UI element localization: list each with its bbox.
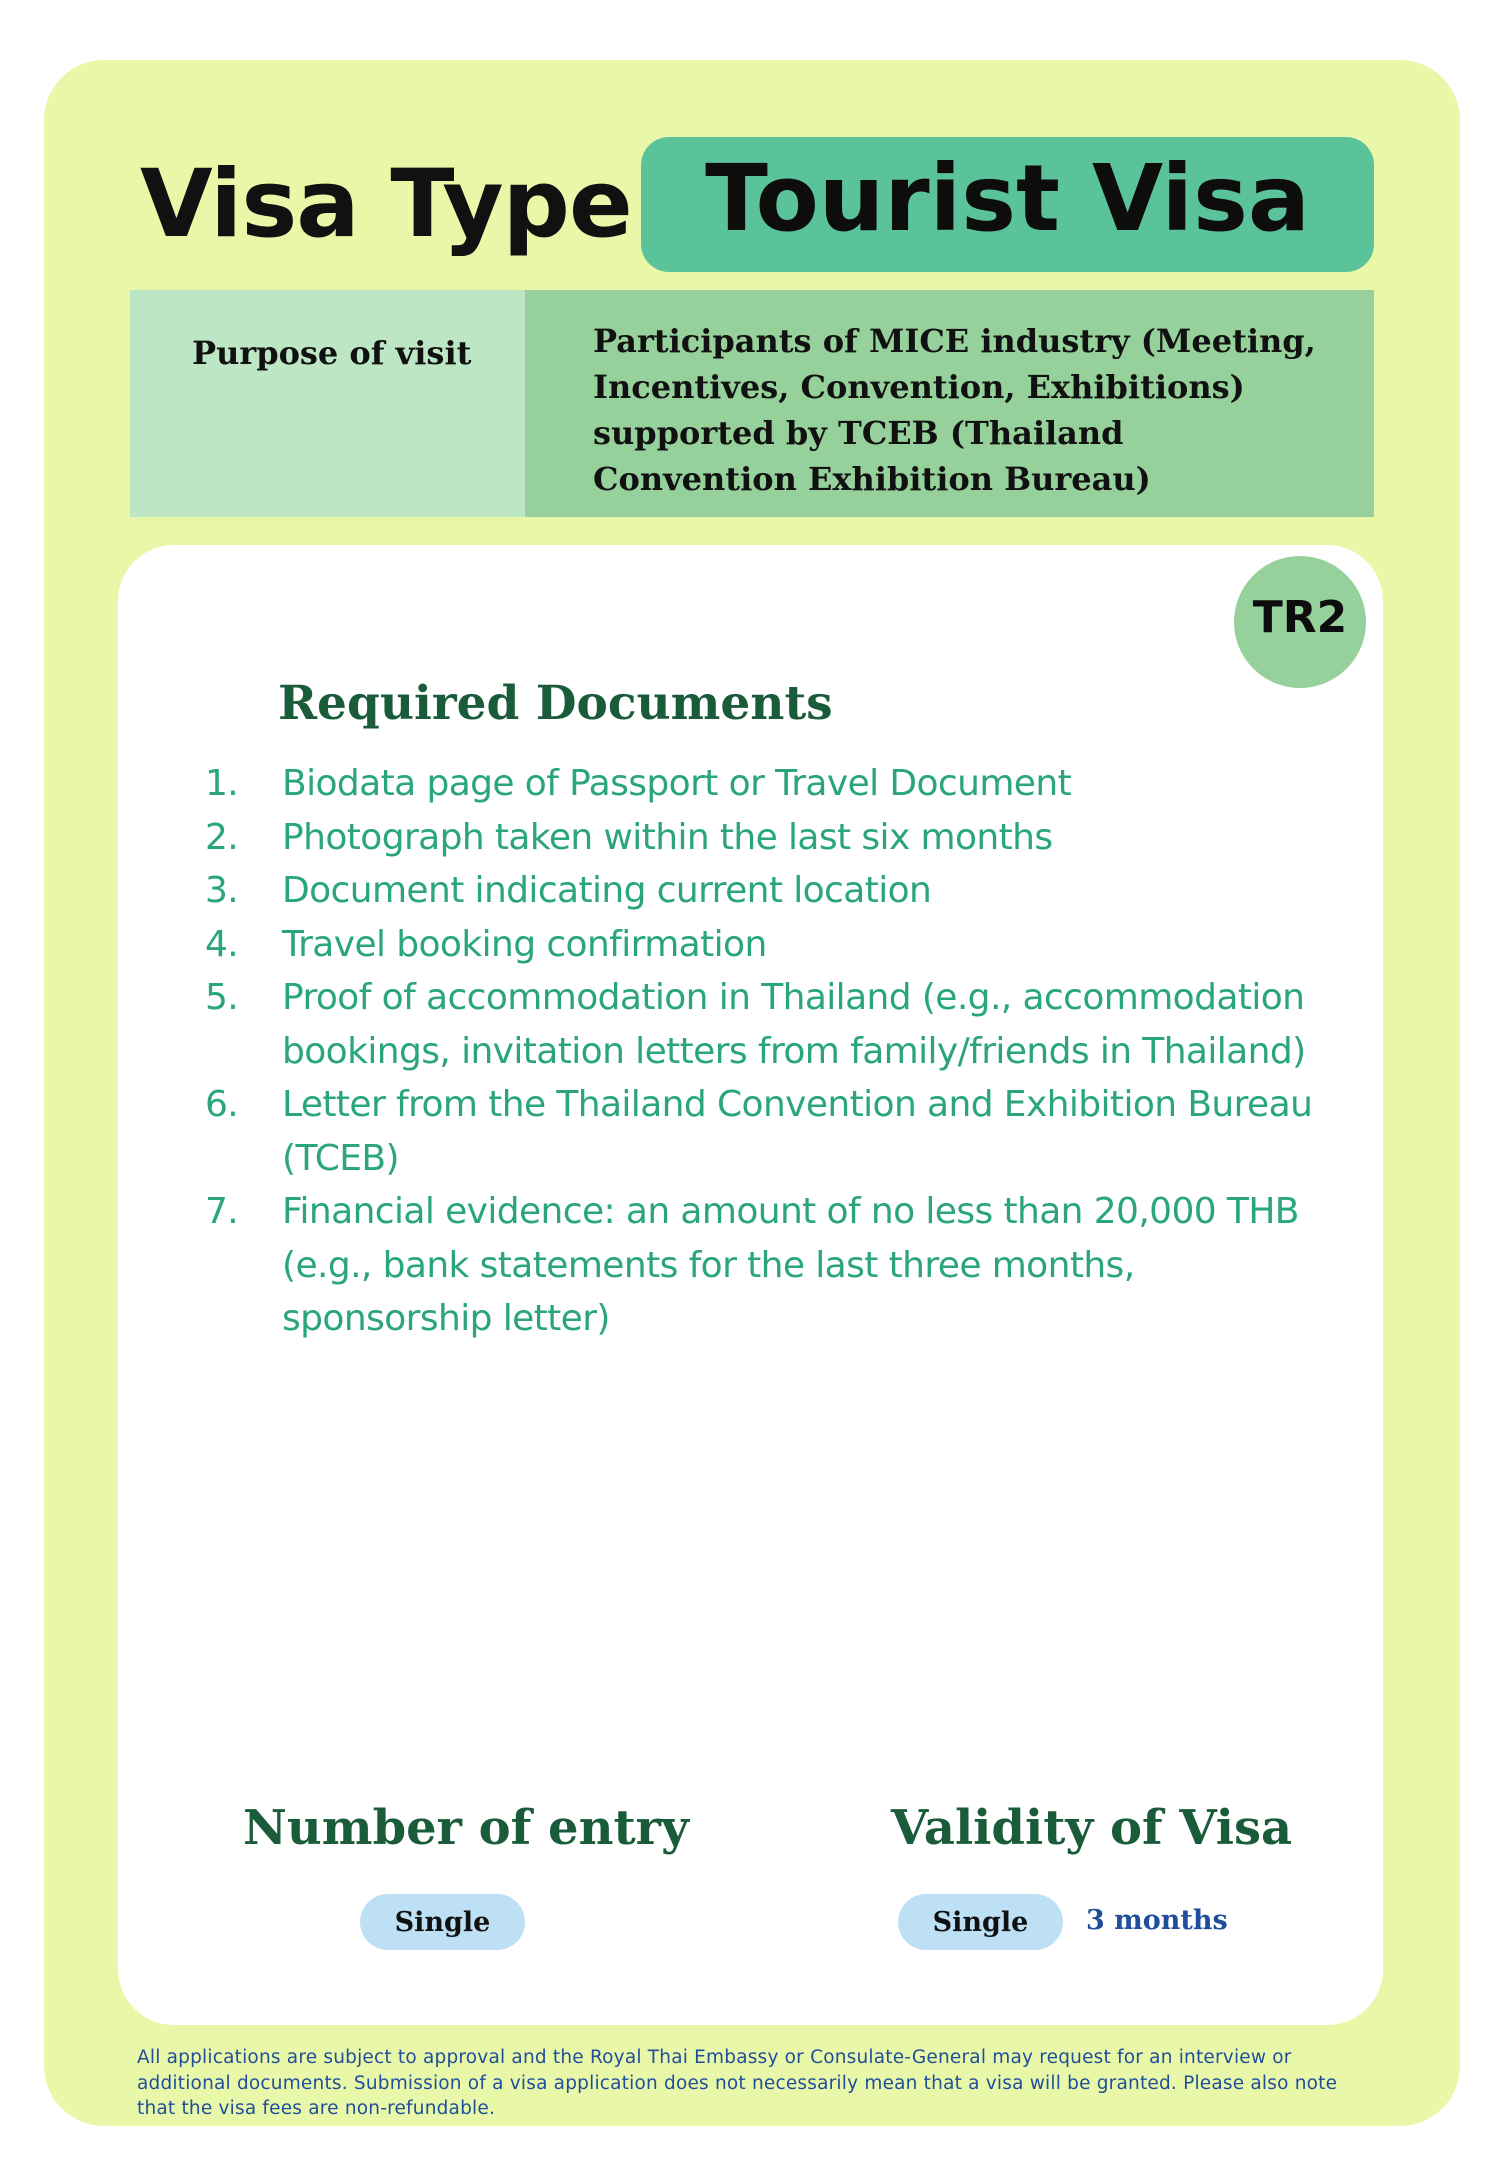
document-text: Travel booking confirmation — [282, 923, 767, 965]
validity-period: 3 months — [1086, 1905, 1228, 1936]
document-item — [205, 1185, 1355, 1346]
document-number: 5. — [205, 977, 239, 1018]
document-text: Proof of accommodation in Thailand (e.g., accommodation bookings, invitation letters from family/friends in Thailand) — [282, 977, 1306, 1072]
document-item — [205, 971, 1355, 1078]
document-text: Photograph taken within the last six months — [282, 816, 1053, 858]
document-text: Letter from the Thailand Convention and Exhibition Bureau (TCEB) — [282, 1084, 1313, 1179]
document-number: 3. — [205, 870, 239, 911]
purpose-row — [130, 290, 1374, 517]
document-text: Financial evidence: an amount of no less than 20,000 THB (e.g., bank statements for the last three months, sponsorship letter) — [282, 1191, 1299, 1339]
document-item — [205, 757, 1355, 811]
entry-type-badge: Single — [360, 1894, 525, 1950]
visa-name-pill — [641, 137, 1374, 272]
document-number: 7. — [205, 1191, 239, 1232]
disclaimer: All applications are subject to approval and the Royal Thai Embassy or Consulate-General may request for an interview or additional documents. Submission of a visa application does not necessarily mean that a visa will be granted. Please also note that the visa fees are non-refundable. — [137, 2047, 1338, 2119]
visa-code: TR2 — [1252, 591, 1348, 643]
document-item — [205, 918, 1355, 972]
document-text: Biodata page of Passport or Travel Document — [282, 763, 1072, 804]
validity-entry-badge: Single — [898, 1894, 1063, 1950]
required-documents-list — [205, 757, 1355, 1346]
document-text: Document indicating current location — [282, 870, 932, 911]
visa-name: Tourist Visa — [705, 145, 1310, 252]
document-number: 4. — [205, 923, 239, 965]
document-number: 1. — [205, 763, 239, 804]
purpose-label-cell — [130, 290, 525, 517]
document-item — [205, 1078, 1355, 1185]
validity-of-visa-title: Validity of Visa — [891, 1800, 1293, 1856]
visa-code-badge — [1234, 556, 1366, 688]
document-number: 2. — [205, 816, 239, 858]
document-item — [205, 864, 1355, 918]
visa-type-label: Visa Type — [140, 150, 632, 259]
required-documents-title: Required Documents — [278, 676, 833, 731]
document-item — [205, 811, 1355, 865]
purpose-label: Purpose of visit — [192, 334, 472, 372]
number-of-entry-title: Number of entry — [243, 1800, 689, 1856]
purpose-value-cell — [525, 290, 1374, 517]
purpose-value: Participants of MICE industry (Meeting, Incentives, Convention, Exhibitions) supported by TCEB (Thailand Convention Exhibition Bureau) — [593, 322, 1316, 498]
document-number: 6. — [205, 1084, 239, 1125]
